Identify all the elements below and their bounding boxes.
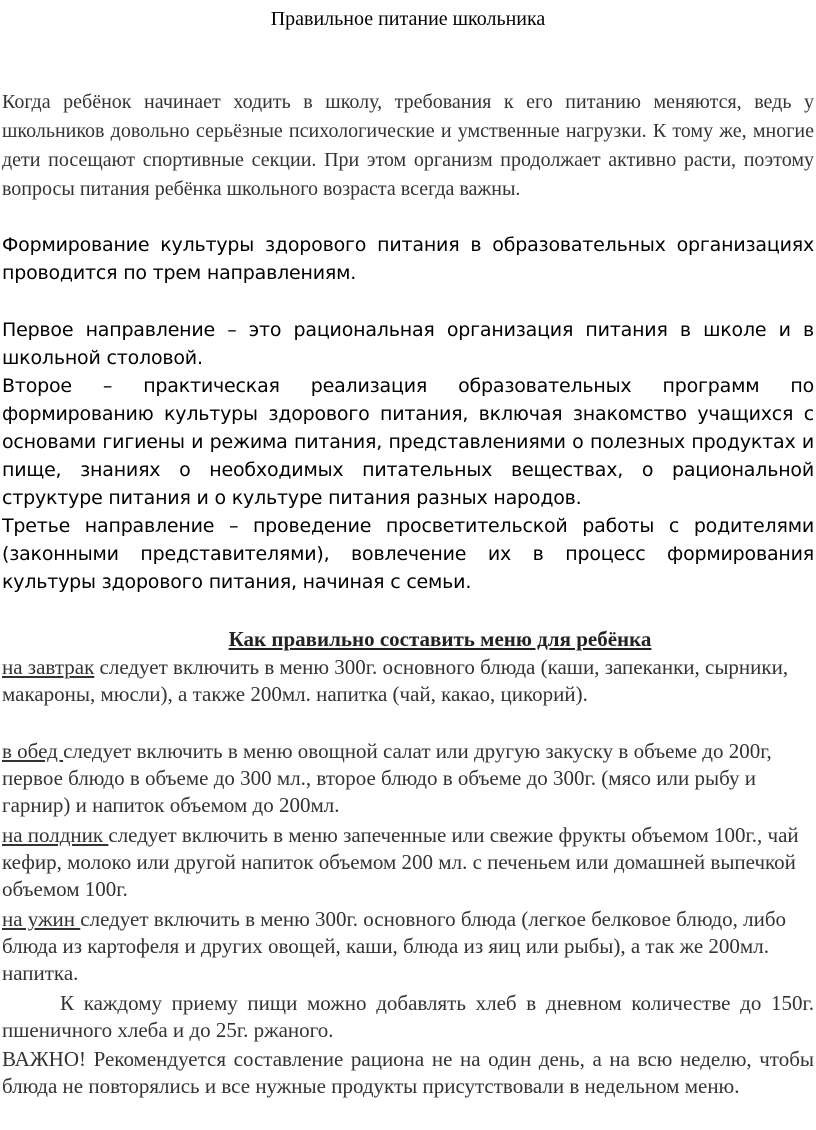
dinner-text: следует включить в меню 300г. основного блюда (легкое белковое блюдо, либо блюда из картофеля и других овощей, каши, блюда из яиц или рыбы), а так же 200мл. напитка. [2,907,787,985]
direction-2-paragraph: Второе – практическая реализация образовательных программ по формированию культуры здорового питания, включая знакомство учащихся с основами гигиены и режима питания, представлениями о полезных продуктах и пище, знаниях о необходимых питательных веществах, о рациональной структуре питания и о культуре питания разных народов. [2,375,814,509]
direction-3-paragraph: Третье направление – проведение просветительской работы с родителями (законными представителями), вовлечение их в процесс формирования культуры здорового питания, начиная с семьи. [2,515,814,593]
bread-note-paragraph: К каждому приему пищи можно добавлять хлеб в дневном количестве до 150г. пшеничного хлеба и до 25г. ржаного. [2,991,814,1042]
snack-label: на полдник [2,823,109,847]
important-note-paragraph: ВАЖНО! Рекомендуется составление рациона не на один день, а на всю неделю, чтобы блюда не повторялись и все нужные продукты присутствовали в недельном меню. [2,1047,814,1098]
dinner-paragraph [2,906,814,987]
breakfast-label: на завтрак [2,655,95,679]
directions-intro-paragraph: Формирование культуры здорового питания в образовательных организациях проводится по трем направлениям. [2,234,814,284]
lunch-text: следует включить в меню овощной салат или другую закуску в объеме до 200г, первое блюдо в объеме до 300 мл., второе блюдо в объеме до 300г. (мясо или рыбу и гарнир) и напиток объемом до 200мл. [2,739,772,817]
snack-paragraph [2,822,814,903]
breakfast-paragraph [2,654,814,708]
lunch-label: в обед [2,739,64,763]
menu-section-title: Как правильно составить меню для ребёнка [228,627,652,651]
lunch-paragraph [2,738,814,819]
document-title: Правильное питание школьника [270,8,546,30]
dinner-label: на ужин [2,907,81,931]
snack-text: следует включить в меню запеченные или свежие фрукты объемом 100г., чай кефир, молоко или другой напиток объемом 200 мл. с печеньем или домашней выпечкой объемом 100г. [2,823,799,901]
breakfast-text: следует включить в меню 300г. основного блюда (каши, запеканки, сырники, макароны, мюсли), а также 200мл. напитка (чай, какао, цикорий). [2,655,789,706]
direction-1-paragraph: Первое направление – это рациональная организация питания в школе и в школьной столовой. [2,319,814,369]
intro-paragraph: Когда ребёнок начинает ходить в школу, требования к его питанию меняются, ведь у школьников довольно серьёзные психологические и умственные нагрузки. К тому же, многие дети посещают спортивные секции. При этом организм продолжает активно расти, поэтому вопросы питания ребёнка школьного возраста всегда важны. [2,91,814,200]
